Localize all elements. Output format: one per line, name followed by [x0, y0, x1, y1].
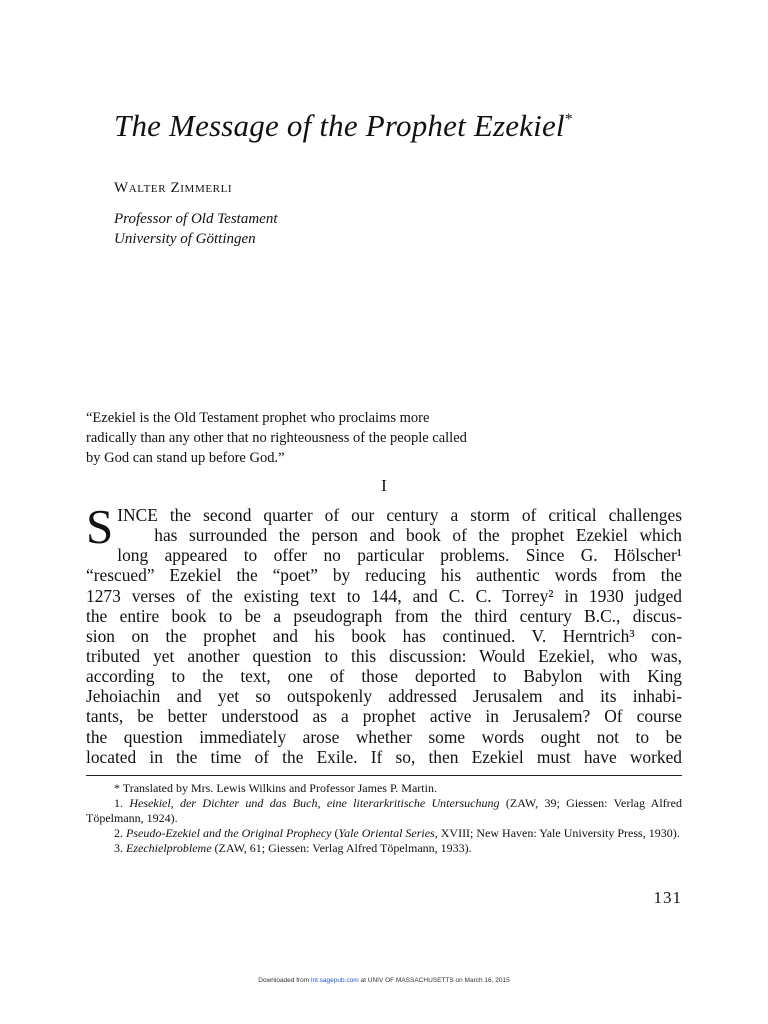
body-line: INCE the second quarter of our century a storm of critical challenges — [117, 505, 682, 525]
affiliation-line-1: Professor of Old Testament — [114, 211, 278, 227]
footnote-3-details: (ZAW, 61; Giessen: Verlag Alfred Töpelmann, 1933). — [211, 841, 472, 855]
download-notice-suffix: at UNIV OF MASSACHUSETTS on March 16, 2015 — [358, 977, 510, 984]
section-number: I — [381, 476, 387, 495]
body-line: sion on the prophet and his book has continued. V. Herntrich³ con- — [86, 625, 682, 646]
footnote-3-number: 3. — [114, 841, 126, 855]
author-affiliation — [114, 209, 277, 249]
body-line: according to the text, one of those deported to Babylon with King — [86, 666, 682, 687]
download-notice-prefix: Downloaded from — [258, 977, 312, 984]
footnote-2-title: Pseudo-Ezekiel and the Original Prophecy — [126, 826, 332, 840]
drop-cap: S — [86, 499, 114, 554]
footnote-2-details: XVIII; New Haven: Yale University Press, 1930). — [437, 826, 680, 840]
epigraph-line-3: by God can stand up before God.” — [86, 450, 285, 466]
footnote-1-details: (ZAW, 39; Giessen: Verlag Alfred Töpelmann, 1924). — [86, 796, 682, 825]
epigraph — [86, 408, 586, 468]
body-line: located in the time of the Exile. If so, then Ezekiel must have worked — [86, 746, 682, 767]
body-line: tributed yet another question to this discussion: Would Ezekiel, who was, — [86, 645, 682, 666]
sagepub-link[interactable]: int.sagepub.com — [311, 977, 359, 984]
epigraph-line-2: radically than any other that no righteousness of the people called — [86, 430, 467, 446]
author-name: Walter Zimmerli — [114, 180, 233, 196]
epigraph-line-1: “Ezekiel is the Old Testament prophet who proclaims more — [86, 410, 430, 426]
affiliation-line-2: University of Göttingen — [114, 231, 256, 247]
footnote-divider — [86, 775, 682, 776]
body-line: the entire book to be a pseudograph from the third century B.C., discus- — [86, 605, 682, 626]
body-line: the question immediately arose whether some words ought not to be — [86, 726, 682, 747]
body-line: long appeared to offer no particular problems. Since G. Hölscher¹ — [117, 545, 682, 566]
footnote-2-paren: ( — [331, 826, 339, 840]
footnote-translation: * Translated by Mrs. Lewis Wilkins and Professor James P. Martin. — [114, 781, 437, 795]
body-paragraph — [86, 499, 682, 767]
footnote-3-title: Ezechielprobleme — [126, 841, 212, 855]
footnote-1-number: 1. — [114, 796, 130, 810]
footnote-3 — [86, 841, 682, 856]
footnotes — [86, 781, 682, 856]
footnote-2 — [86, 826, 682, 841]
title-footnote-mark[interactable]: * — [564, 111, 573, 128]
body-line: has surrounded the person and book of the prophet Ezekiel which — [154, 525, 682, 546]
footnote-2-number: 2. — [114, 826, 126, 840]
page-number: 131 — [653, 888, 682, 907]
body-line: “rescued” Ezekiel the “poet” by reducing his authentic words from the — [86, 565, 682, 586]
body-line: Jehoiachin and yet so outspokenly addressed Jerusalem and its inhabi- — [86, 686, 682, 707]
footnote-1-title: Hesekiel, der Dichter und das Buch, eine literarkritische Untersuchung — [129, 796, 500, 810]
footnote-1 — [86, 796, 682, 826]
article-title — [114, 108, 714, 144]
download-notice — [0, 977, 768, 984]
article-title-text: The Message of the Prophet Ezekiel — [114, 108, 565, 143]
footnote-2-series: Yale Oriental Series, — [338, 826, 438, 840]
body-line: tants, be better understood as a prophet active in Jerusalem? Of course — [86, 706, 682, 727]
body-line: 1273 verses of the existing text to 144, and C. C. Torrey² in 1930 judged — [86, 585, 682, 606]
